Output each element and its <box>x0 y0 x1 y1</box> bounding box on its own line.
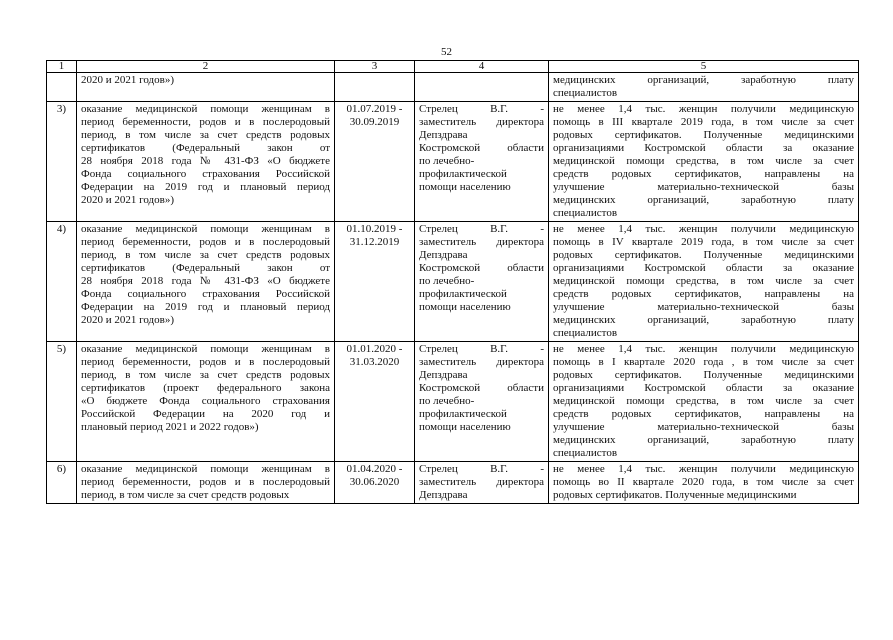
text-line: 30.06.2020 <box>349 476 400 488</box>
text-line: профилактической <box>419 288 507 300</box>
text-line: Депздрава <box>419 129 468 141</box>
text-line: заместитель директора <box>419 236 544 248</box>
text-line: улучшение материально-технической базы <box>553 421 854 433</box>
text-line: специалистов <box>553 207 618 219</box>
text-line: 2020 и 2021 годов») <box>81 314 175 326</box>
table-row <box>47 342 859 462</box>
text-line: 01.07.2019 - <box>346 103 403 115</box>
header-row <box>47 61 859 73</box>
result-cell <box>549 73 859 102</box>
text-line: помощь в I квартале 2020 года , в том числе за счет <box>553 356 854 368</box>
responsible-cell <box>415 102 549 222</box>
text-line: медицинских организаций, заработную плату <box>553 74 854 86</box>
text-line: Костромской области <box>419 142 544 154</box>
text-line: сертификатов (Федеральный закон от <box>81 142 330 154</box>
text-line: период, в том числе за счет средств родовых <box>81 489 290 501</box>
description-cell <box>77 462 335 504</box>
text-line: помощь в IV квартале 2019 года, в том числе за счет <box>553 236 854 248</box>
text-line: родовых сертификатов. Полученные медицинскими <box>553 129 854 141</box>
responsible-cell <box>415 342 549 462</box>
text-line: средств родовых сертификатов, направлены на <box>553 408 854 420</box>
text-line: 01.04.2020 - <box>346 463 403 475</box>
period-cell <box>335 73 415 102</box>
column-header-4: 4 <box>415 61 549 73</box>
text-line: организациями Костромской области за оказание <box>553 382 854 394</box>
text-line: не менее 1,4 тыс. женщин получили медицинскую <box>553 223 854 235</box>
text-line: оказание медицинской помощи женщинам в <box>81 463 330 475</box>
text-line: оказание медицинской помощи женщинам в <box>81 223 330 235</box>
text-line: 01.10.2019 - <box>346 223 403 235</box>
text-line: профилактической <box>419 408 507 420</box>
text-line: не менее 1,4 тыс. женщин получили медицинскую <box>553 103 854 115</box>
row-number-cell <box>47 73 77 102</box>
text-line: медицинских организаций, заработную плату <box>553 434 854 446</box>
text-line: заместитель директора <box>419 116 544 128</box>
text-line: родовых сертификатов. Полученные медицинскими <box>553 249 854 261</box>
text-line: помощи населению <box>419 181 511 193</box>
text-line: заместитель директора <box>419 356 544 368</box>
text-line: период беременности, родов и в послеродовый <box>81 236 330 248</box>
text-line: помощь во II квартале 2020 года, в том числе за счет <box>553 476 854 488</box>
text-line: 28 ноября 2018 года № 431-ФЗ «О бюджете <box>81 275 330 287</box>
text-line: 28 ноября 2018 года № 431-ФЗ «О бюджете <box>81 155 330 167</box>
table-row <box>47 222 859 342</box>
period-cell <box>335 342 415 462</box>
text-line: улучшение материально-технической базы <box>553 301 854 313</box>
description-cell <box>77 73 335 102</box>
row-number-cell: 5) <box>47 342 77 462</box>
result-cell <box>549 102 859 222</box>
text-line: средств родовых сертификатов, направлены на <box>553 288 854 300</box>
text-line: помощи населению <box>419 301 511 313</box>
text-line: период, в том числе за счет средств родовых <box>81 249 330 261</box>
activity-table <box>46 60 859 504</box>
text-line: средств родовых сертификатов, направлены на <box>553 168 854 180</box>
text-line: не менее 1,4 тыс. женщин получили медицинскую <box>553 343 854 355</box>
text-line: по лечебно- <box>419 275 475 287</box>
text-line: Фонда социального страхования Российской <box>81 168 330 180</box>
text-line: заместитель директора <box>419 476 544 488</box>
table-row <box>47 102 859 222</box>
text-line: специалистов <box>553 87 618 99</box>
text-line: улучшение материально-технической базы <box>553 181 854 193</box>
text-line: организациями Костромской области за оказание <box>553 262 854 274</box>
text-line: 31.12.2019 <box>349 236 400 248</box>
text-line: медицинских организаций, заработную плату <box>553 194 854 206</box>
text-line: родовых сертификатов. Полученные медицинскими <box>553 489 797 501</box>
text-line: Стрелец В.Г. - <box>419 103 544 115</box>
text-line: «О бюджете Фонда социального страхования <box>81 395 330 407</box>
text-line: медицинской помощи средства, в том числе за счет <box>553 155 854 167</box>
result-cell <box>549 342 859 462</box>
text-line: помощи населению <box>419 421 511 433</box>
period-cell <box>335 462 415 504</box>
text-line: медицинской помощи средства, в том числе за счет <box>553 275 854 287</box>
table-row <box>47 462 859 504</box>
text-line: Стрелец В.Г. - <box>419 343 544 355</box>
text-line: сертификатов (проект федерального закона <box>81 382 330 394</box>
row-number-cell: 6) <box>47 462 77 504</box>
period-cell <box>335 222 415 342</box>
responsible-cell <box>415 462 549 504</box>
text-line: медицинской помощи средства, в том числе за счет <box>553 395 854 407</box>
text-line: Фонда социального страхования Российской <box>81 288 330 300</box>
column-header-2: 2 <box>77 61 335 73</box>
row-number-cell: 3) <box>47 102 77 222</box>
text-line: Костромской области <box>419 262 544 274</box>
text-line: период, в том числе за счет средств родовых <box>81 129 330 141</box>
text-line: Депздрава <box>419 249 468 261</box>
text-line: организациями Костромской области за оказание <box>553 142 854 154</box>
text-line: Депздрава <box>419 369 468 381</box>
text-line: 01.01.2020 - <box>346 343 403 355</box>
text-line: оказание медицинской помощи женщинам в <box>81 103 330 115</box>
result-cell <box>549 462 859 504</box>
text-line: период беременности, родов и в послеродовый <box>81 476 330 488</box>
text-line: 31.03.2020 <box>349 356 400 368</box>
text-line: 2020 и 2021 годов») <box>81 74 175 86</box>
text-line: специалистов <box>553 327 618 339</box>
row-number-cell: 4) <box>47 222 77 342</box>
text-line: 2020 и 2021 годов») <box>81 194 175 206</box>
text-line: сертификатов (Федеральный закон от <box>81 262 330 274</box>
period-cell <box>335 102 415 222</box>
responsible-cell <box>415 222 549 342</box>
text-line: оказание медицинской помощи женщинам в <box>81 343 330 355</box>
column-header-5: 5 <box>549 61 859 73</box>
text-line: период, в том числе за счет средств родовых <box>81 369 330 381</box>
text-line: по лечебно- <box>419 155 475 167</box>
description-cell <box>77 222 335 342</box>
text-line: период беременности, родов и в послеродовый <box>81 356 330 368</box>
description-cell <box>77 102 335 222</box>
responsible-cell <box>415 73 549 102</box>
text-line: Депздрава <box>419 489 468 501</box>
text-line: родовых сертификатов. Полученные медицинскими <box>553 369 854 381</box>
text-line: период беременности, родов и в послеродовый <box>81 116 330 128</box>
text-line: 30.09.2019 <box>349 116 400 128</box>
text-line: не менее 1,4 тыс. женщин получили медицинскую <box>553 463 854 475</box>
text-line: по лечебно- <box>419 395 475 407</box>
column-header-1: 1 <box>47 61 77 73</box>
text-line: специалистов <box>553 447 618 459</box>
text-line: Федерации на 2019 год и плановый период <box>81 181 330 193</box>
text-line: профилактической <box>419 168 507 180</box>
text-line: Российской Федерации на 2020 год и <box>81 408 330 420</box>
text-line: Костромской области <box>419 382 544 394</box>
text-line: Федерации на 2019 год и плановый период <box>81 301 330 313</box>
result-cell <box>549 222 859 342</box>
text-line: Стрелец В.Г. - <box>419 463 544 475</box>
table-row <box>47 73 859 102</box>
page-number: 52 <box>441 46 452 58</box>
column-header-3: 3 <box>335 61 415 73</box>
text-line: плановый период 2021 и 2022 годов») <box>81 421 259 433</box>
text-line: медицинских организаций, заработную плату <box>553 314 854 326</box>
text-line: Стрелец В.Г. - <box>419 223 544 235</box>
text-line: помощь в III квартале 2019 года, в том числе за счет <box>553 116 854 128</box>
description-cell <box>77 342 335 462</box>
